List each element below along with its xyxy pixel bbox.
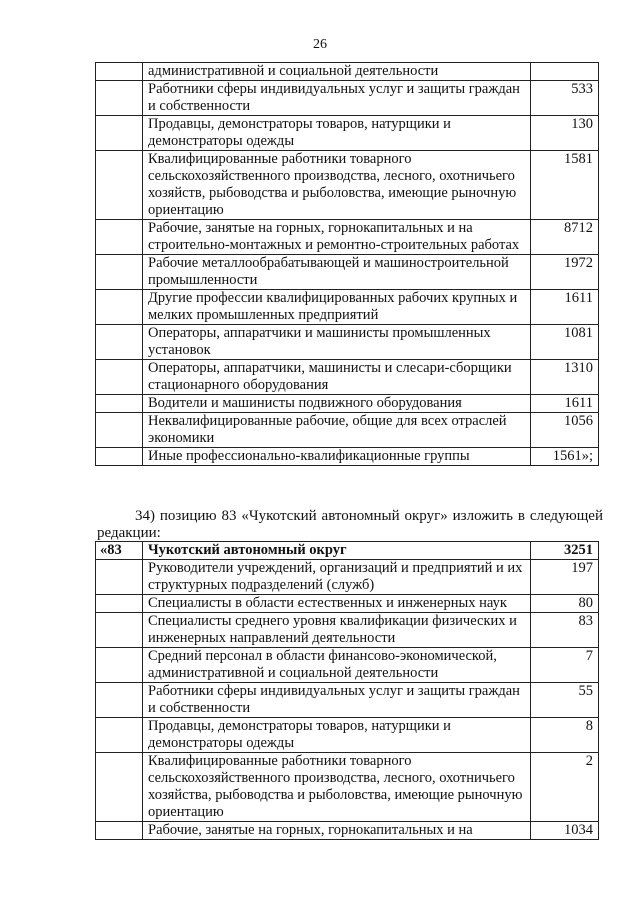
row-value: 197 — [531, 560, 599, 595]
row-occupation-group: Продавцы, демонстраторы товаров, натурщики и демонстраторы одежды — [143, 718, 531, 753]
row-occupation-group: Неквалифицированные рабочие, общие для всех отраслей экономики — [143, 413, 531, 448]
row-code — [96, 560, 143, 595]
page-number: 26 — [313, 37, 327, 52]
row-code — [96, 325, 143, 360]
row-value: 1611 — [531, 395, 599, 413]
region-code: «83 — [96, 542, 143, 560]
row-occupation-group: Специалисты в области естественных и инженерных наук — [143, 595, 531, 613]
row-value: 80 — [531, 595, 599, 613]
row-value: 1561»; — [531, 448, 599, 466]
occupation-table-continued — [95, 62, 599, 466]
row-code — [96, 822, 143, 840]
table-row — [96, 718, 599, 753]
row-occupation-group: Работники сферы индивидуальных услуг и защиты граждан и собственности — [143, 683, 531, 718]
row-code — [96, 220, 143, 255]
table-row — [96, 220, 599, 255]
table-row — [96, 413, 599, 448]
row-value: 130 — [531, 116, 599, 151]
row-value: 2 — [531, 753, 599, 822]
row-code — [96, 116, 143, 151]
region-total: 3251 — [531, 542, 599, 560]
row-value: 1081 — [531, 325, 599, 360]
row-code — [96, 395, 143, 413]
region-name: Чукотский автономный округ — [143, 542, 531, 560]
row-code — [96, 81, 143, 116]
row-code — [96, 718, 143, 753]
row-occupation-group: Операторы, аппаратчики, машинисты и слесари-сборщики стационарного оборудования — [143, 360, 531, 395]
row-code — [96, 648, 143, 683]
amendment-paragraph-line-1: 34) позицию 83 «Чукотский автономный округ» изложить в следующей — [135, 508, 603, 524]
row-code — [96, 595, 143, 613]
row-occupation-group: Другие профессии квалифицированных рабочих крупных и мелких промышленных предприятий — [143, 290, 531, 325]
row-occupation-group: Иные профессионально-квалификационные группы — [143, 448, 531, 466]
row-occupation-group: Рабочие металлообрабатывающей и машиностроительной промышленности — [143, 255, 531, 290]
row-value: 1310 — [531, 360, 599, 395]
table-row — [96, 822, 599, 840]
amendment-paragraph-line-2: редакции: — [97, 525, 161, 541]
row-code — [96, 753, 143, 822]
row-value: 1034 — [531, 822, 599, 840]
row-occupation-group: Работники сферы индивидуальных услуг и защиты граждан и собственности — [143, 81, 531, 116]
row-occupation-group: Квалифицированные работники товарного сельскохозяйственного производства, лесного, охотничьего хозяйства, рыбоводства и рыболовства, имеющие рыночную ориентацию — [143, 753, 531, 822]
table-row — [96, 595, 599, 613]
row-value: 1581 — [531, 151, 599, 220]
table-row — [96, 255, 599, 290]
table-row — [96, 116, 599, 151]
table-row — [96, 360, 599, 395]
row-occupation-group: Операторы, аппаратчики и машинисты промышленных установок — [143, 325, 531, 360]
row-occupation-group: Продавцы, демонстраторы товаров, натурщики и демонстраторы одежды — [143, 116, 531, 151]
row-code — [96, 683, 143, 718]
row-value: 7 — [531, 648, 599, 683]
row-occupation-group: административной и социальной деятельности — [143, 63, 531, 81]
table-row — [96, 395, 599, 413]
row-occupation-group: Квалифицированные работники товарного сельскохозяйственного производства, лесного, охотничьего хозяйств, рыбоводства и рыболовства, имеющие рыночную ориентацию — [143, 151, 531, 220]
table-row — [96, 683, 599, 718]
chukotka-occupation-table — [95, 541, 599, 840]
table-row — [96, 63, 599, 81]
row-occupation-group: Средний персонал в области финансово-экономической, административной и социальной деятельности — [143, 648, 531, 683]
row-code — [96, 290, 143, 325]
row-value: 1056 — [531, 413, 599, 448]
row-occupation-group: Рабочие, занятые на горных, горнокапитальных и на строительно-монтажных и ремонтно-строительных работах — [143, 220, 531, 255]
row-value: 1972 — [531, 255, 599, 290]
row-occupation-group: Водители и машинисты подвижного оборудования — [143, 395, 531, 413]
row-code — [96, 63, 143, 81]
row-code — [96, 413, 143, 448]
row-value: 8712 — [531, 220, 599, 255]
row-occupation-group: Руководители учреждений, организаций и предприятий и их структурных подразделений (служб) — [143, 560, 531, 595]
table-row — [96, 560, 599, 595]
table-row — [96, 613, 599, 648]
table-row — [96, 753, 599, 822]
row-value: 8 — [531, 718, 599, 753]
table-row — [96, 648, 599, 683]
table-row — [96, 325, 599, 360]
row-code — [96, 151, 143, 220]
row-code — [96, 448, 143, 466]
table-header-row — [96, 542, 599, 560]
row-code — [96, 613, 143, 648]
row-code — [96, 255, 143, 290]
row-code — [96, 360, 143, 395]
row-value — [531, 63, 599, 81]
table-row — [96, 81, 599, 116]
row-value: 83 — [531, 613, 599, 648]
table-row — [96, 448, 599, 466]
table1-body — [96, 63, 599, 466]
row-value: 55 — [531, 683, 599, 718]
row-occupation-group: Рабочие, занятые на горных, горнокапитальных и на — [143, 822, 531, 840]
row-value: 533 — [531, 81, 599, 116]
table2-body — [96, 542, 599, 840]
table-row — [96, 151, 599, 220]
row-occupation-group: Специалисты среднего уровня квалификации физических и инженерных направлений деятельности — [143, 613, 531, 648]
table-row — [96, 290, 599, 325]
row-value: 1611 — [531, 290, 599, 325]
